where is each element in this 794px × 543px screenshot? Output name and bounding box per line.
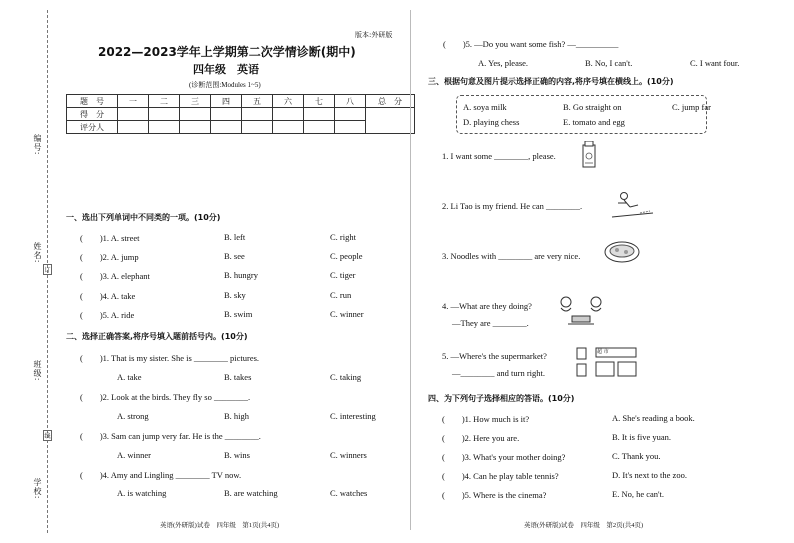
- s4-question: ( )2. Here you are.: [442, 433, 520, 443]
- score-cell[interactable]: [304, 108, 335, 121]
- s1-option-b: B. sky: [224, 290, 246, 300]
- s4-q-text: )2. Here you are.: [461, 433, 520, 443]
- score-cell[interactable]: [118, 108, 149, 121]
- score-cell[interactable]: [180, 108, 211, 121]
- score-header-cell: 总 分: [366, 95, 415, 108]
- s2-q-text: )5. —Do you want some fish? —__________: [462, 39, 619, 49]
- s2-option-a: A. take: [117, 372, 142, 382]
- s4-answer: C. Thank you.: [612, 451, 661, 461]
- s1-q: )3. A. elephant: [99, 271, 150, 281]
- s4-q-text: )4. Can he play table tennis?: [461, 471, 559, 481]
- s2-q-text: )2. Look at the birds. They fly so ________.: [99, 392, 251, 402]
- s2-option-a: A. strong: [117, 411, 149, 421]
- score-cell[interactable]: [273, 108, 304, 121]
- label-name: 姓名:: [33, 242, 42, 264]
- exam-scope: (诊断范围:Modules 1~5): [189, 81, 261, 89]
- grader-cell[interactable]: [304, 121, 335, 134]
- s4-question: ( )3. What's your mother doing?: [442, 452, 566, 462]
- s1-item: ( )4. A. take: [80, 291, 136, 301]
- grader-cell[interactable]: [211, 121, 242, 134]
- footer-left: 英语(外研版)试卷 四年级 第1页(共4页): [160, 522, 280, 529]
- grader-cell[interactable]: [242, 121, 273, 134]
- s1-item: ( )1. A. street: [80, 233, 140, 243]
- s3-item-2: 2. Li Tao is my friend. He can ________.: [442, 201, 583, 211]
- label-school: 学校:: [33, 478, 42, 500]
- score-header-cell: 题 号: [67, 95, 118, 108]
- section3-title: 三、根据句意及图片提示选择正确的内容,将序号填在横线上。(10分): [428, 77, 674, 86]
- s2-q-text: )3. Sam can jump very far. He is the ________.: [99, 431, 261, 441]
- noodle-bowl-icon: [604, 240, 640, 264]
- s1-q: )1. A. street: [99, 233, 140, 243]
- jumping-boy-icon: [610, 191, 655, 221]
- map-label: 超 市: [597, 349, 609, 355]
- grader-cell[interactable]: [335, 121, 366, 134]
- s1-option-c: C. winner: [330, 309, 364, 319]
- binding-mark-xian: 线: [43, 430, 52, 441]
- score-header-cell: 三: [180, 95, 211, 108]
- footer-right: 英语(外研版)试卷 四年级 第2页(共4页): [524, 522, 644, 529]
- s2-option-c: C. watches: [330, 488, 368, 498]
- word-bank-option: C. jump far: [672, 102, 711, 112]
- s4-question: ( )1. How much is it?: [442, 414, 530, 424]
- s4-answer: D. It's next to the zoo.: [612, 470, 687, 480]
- score-cell[interactable]: [242, 108, 273, 121]
- s2-option-b: B. are watching: [224, 488, 278, 498]
- score-header-cell: 一: [118, 95, 149, 108]
- s4-question: ( )4. Can he play table tennis?: [442, 471, 559, 481]
- section2-title: 二、选择正确答案,将序号填入题前括号内。(10分): [66, 332, 248, 341]
- s1-option-c: C. run: [330, 290, 352, 300]
- s1-q: )2. A. jump: [99, 252, 139, 262]
- s2-option-b: B. takes: [224, 372, 252, 382]
- s2-q-text: )1. That is my sister. She is ________ pictures.: [99, 353, 260, 363]
- word-bank-option: D. playing chess: [463, 117, 520, 127]
- word-bank-box: [456, 95, 707, 134]
- s1-option-b: B. swim: [224, 309, 253, 319]
- s1-option-b: B. see: [224, 251, 245, 261]
- s2-option-b: B. No, I can't.: [585, 58, 633, 68]
- label-class: 班级:: [33, 360, 42, 382]
- section1-title: 一、选出下列单词中不同类的一项。(10分): [66, 213, 221, 222]
- s2-option-c: C. interesting: [330, 411, 376, 421]
- s1-item: ( )2. A. jump: [80, 252, 139, 262]
- s1-option-c: C. people: [330, 251, 363, 261]
- s4-question: ( )5. Where is the cinema?: [442, 490, 547, 500]
- s2-option-b: B. wins: [224, 450, 250, 460]
- grader-cell[interactable]: [273, 121, 304, 134]
- s1-q: )5. A. ride: [99, 310, 135, 320]
- page-subtitle: 四年级 英语: [193, 63, 259, 76]
- s4-answer: E. No, he can't.: [612, 489, 665, 499]
- score-cell[interactable]: [149, 108, 180, 121]
- s1-q: )4. A. take: [99, 291, 136, 301]
- s1-option-b: B. left: [224, 232, 246, 242]
- score-header-cell: 四: [211, 95, 242, 108]
- s2-option-a: A. Yes, please.: [478, 58, 529, 68]
- s2-option-a: A. winner: [117, 450, 151, 460]
- s2-question: ( )1. That is my sister. She is ________ pictures.: [80, 353, 260, 363]
- score-cell[interactable]: [335, 108, 366, 121]
- s2-option-c: C. winners: [330, 450, 367, 460]
- score-header-cell: 七: [304, 95, 335, 108]
- playing-chess-icon: [556, 294, 606, 328]
- grader-cell[interactable]: [118, 121, 149, 134]
- s3-item-4-answer: —They are ________.: [452, 318, 529, 328]
- score-cell[interactable]: [211, 108, 242, 121]
- s3-item-5: 5. —Where's the supermarket?: [442, 351, 547, 361]
- grader-cell[interactable]: [180, 121, 211, 134]
- score-row-label: 得 分: [67, 108, 118, 121]
- s2-option-a: A. is watching: [117, 488, 167, 498]
- section4-title: 四、为下列句子选择相应的答语。(10分): [428, 394, 575, 403]
- word-bank-option: B. Go straight on: [563, 102, 622, 112]
- total-score-cell[interactable]: [366, 108, 415, 134]
- score-header-cell: 六: [273, 95, 304, 108]
- s2-option-c: C. taking: [330, 372, 362, 382]
- word-bank-option: A. soya milk: [463, 102, 507, 112]
- s4-q-text: )5. Where is the cinema?: [461, 490, 547, 500]
- s4-q-text: )3. What's your mother doing?: [461, 452, 566, 462]
- s1-option-b: B. hungry: [224, 270, 258, 280]
- s3-item-5-answer: —________ and turn right.: [452, 368, 546, 378]
- score-row-label: 评分人: [67, 121, 118, 134]
- s1-option-c: C. tiger: [330, 270, 356, 280]
- s2-option-b: B. high: [224, 411, 250, 421]
- binding-mark-ding: 订: [43, 264, 52, 275]
- s2-question: ( )2. Look at the birds. They fly so ________.: [80, 392, 251, 402]
- score-header-cell: 八: [335, 95, 366, 108]
- s3-item-1: 1. I want some ________, please.: [442, 151, 556, 161]
- s2-q-text: )4. Amy and Lingling ________ TV now.: [99, 470, 242, 480]
- s2-option-c: C. I want four.: [690, 58, 740, 68]
- s1-item: ( )3. A. elephant: [80, 271, 150, 281]
- s2-question: ( )4. Amy and Lingling ________ TV now.: [80, 470, 242, 480]
- label-number: 编号:: [33, 134, 42, 156]
- s1-option-c: C. right: [330, 232, 356, 242]
- score-table: [66, 94, 415, 134]
- s2-question-5: ( )5. —Do you want some fish? —__________: [443, 39, 619, 49]
- s3-item-4: 4. —What are they doing?: [442, 301, 532, 311]
- s3-item-3: 3. Noodles with ________ are very nice.: [442, 251, 581, 261]
- grader-cell[interactable]: [149, 121, 180, 134]
- page-divider: [410, 10, 411, 530]
- score-header-cell: 二: [149, 95, 180, 108]
- s1-item: ( )5. A. ride: [80, 310, 135, 320]
- page-title: 2022—2023学年上学期第二次学情诊断(期中): [98, 45, 356, 59]
- word-bank-option: E. tomato and egg: [563, 117, 625, 127]
- edition-label: 版本:外研版: [355, 31, 393, 39]
- score-header-cell: 五: [242, 95, 273, 108]
- s4-q-text: )1. How much is it?: [461, 414, 530, 424]
- s2-question: ( )3. Sam can jump very far. He is the ________.: [80, 431, 261, 441]
- s4-answer: B. It is five yuan.: [612, 432, 672, 442]
- soya-milk-icon: [580, 141, 598, 169]
- s4-answer: A. She's reading a book.: [612, 413, 695, 423]
